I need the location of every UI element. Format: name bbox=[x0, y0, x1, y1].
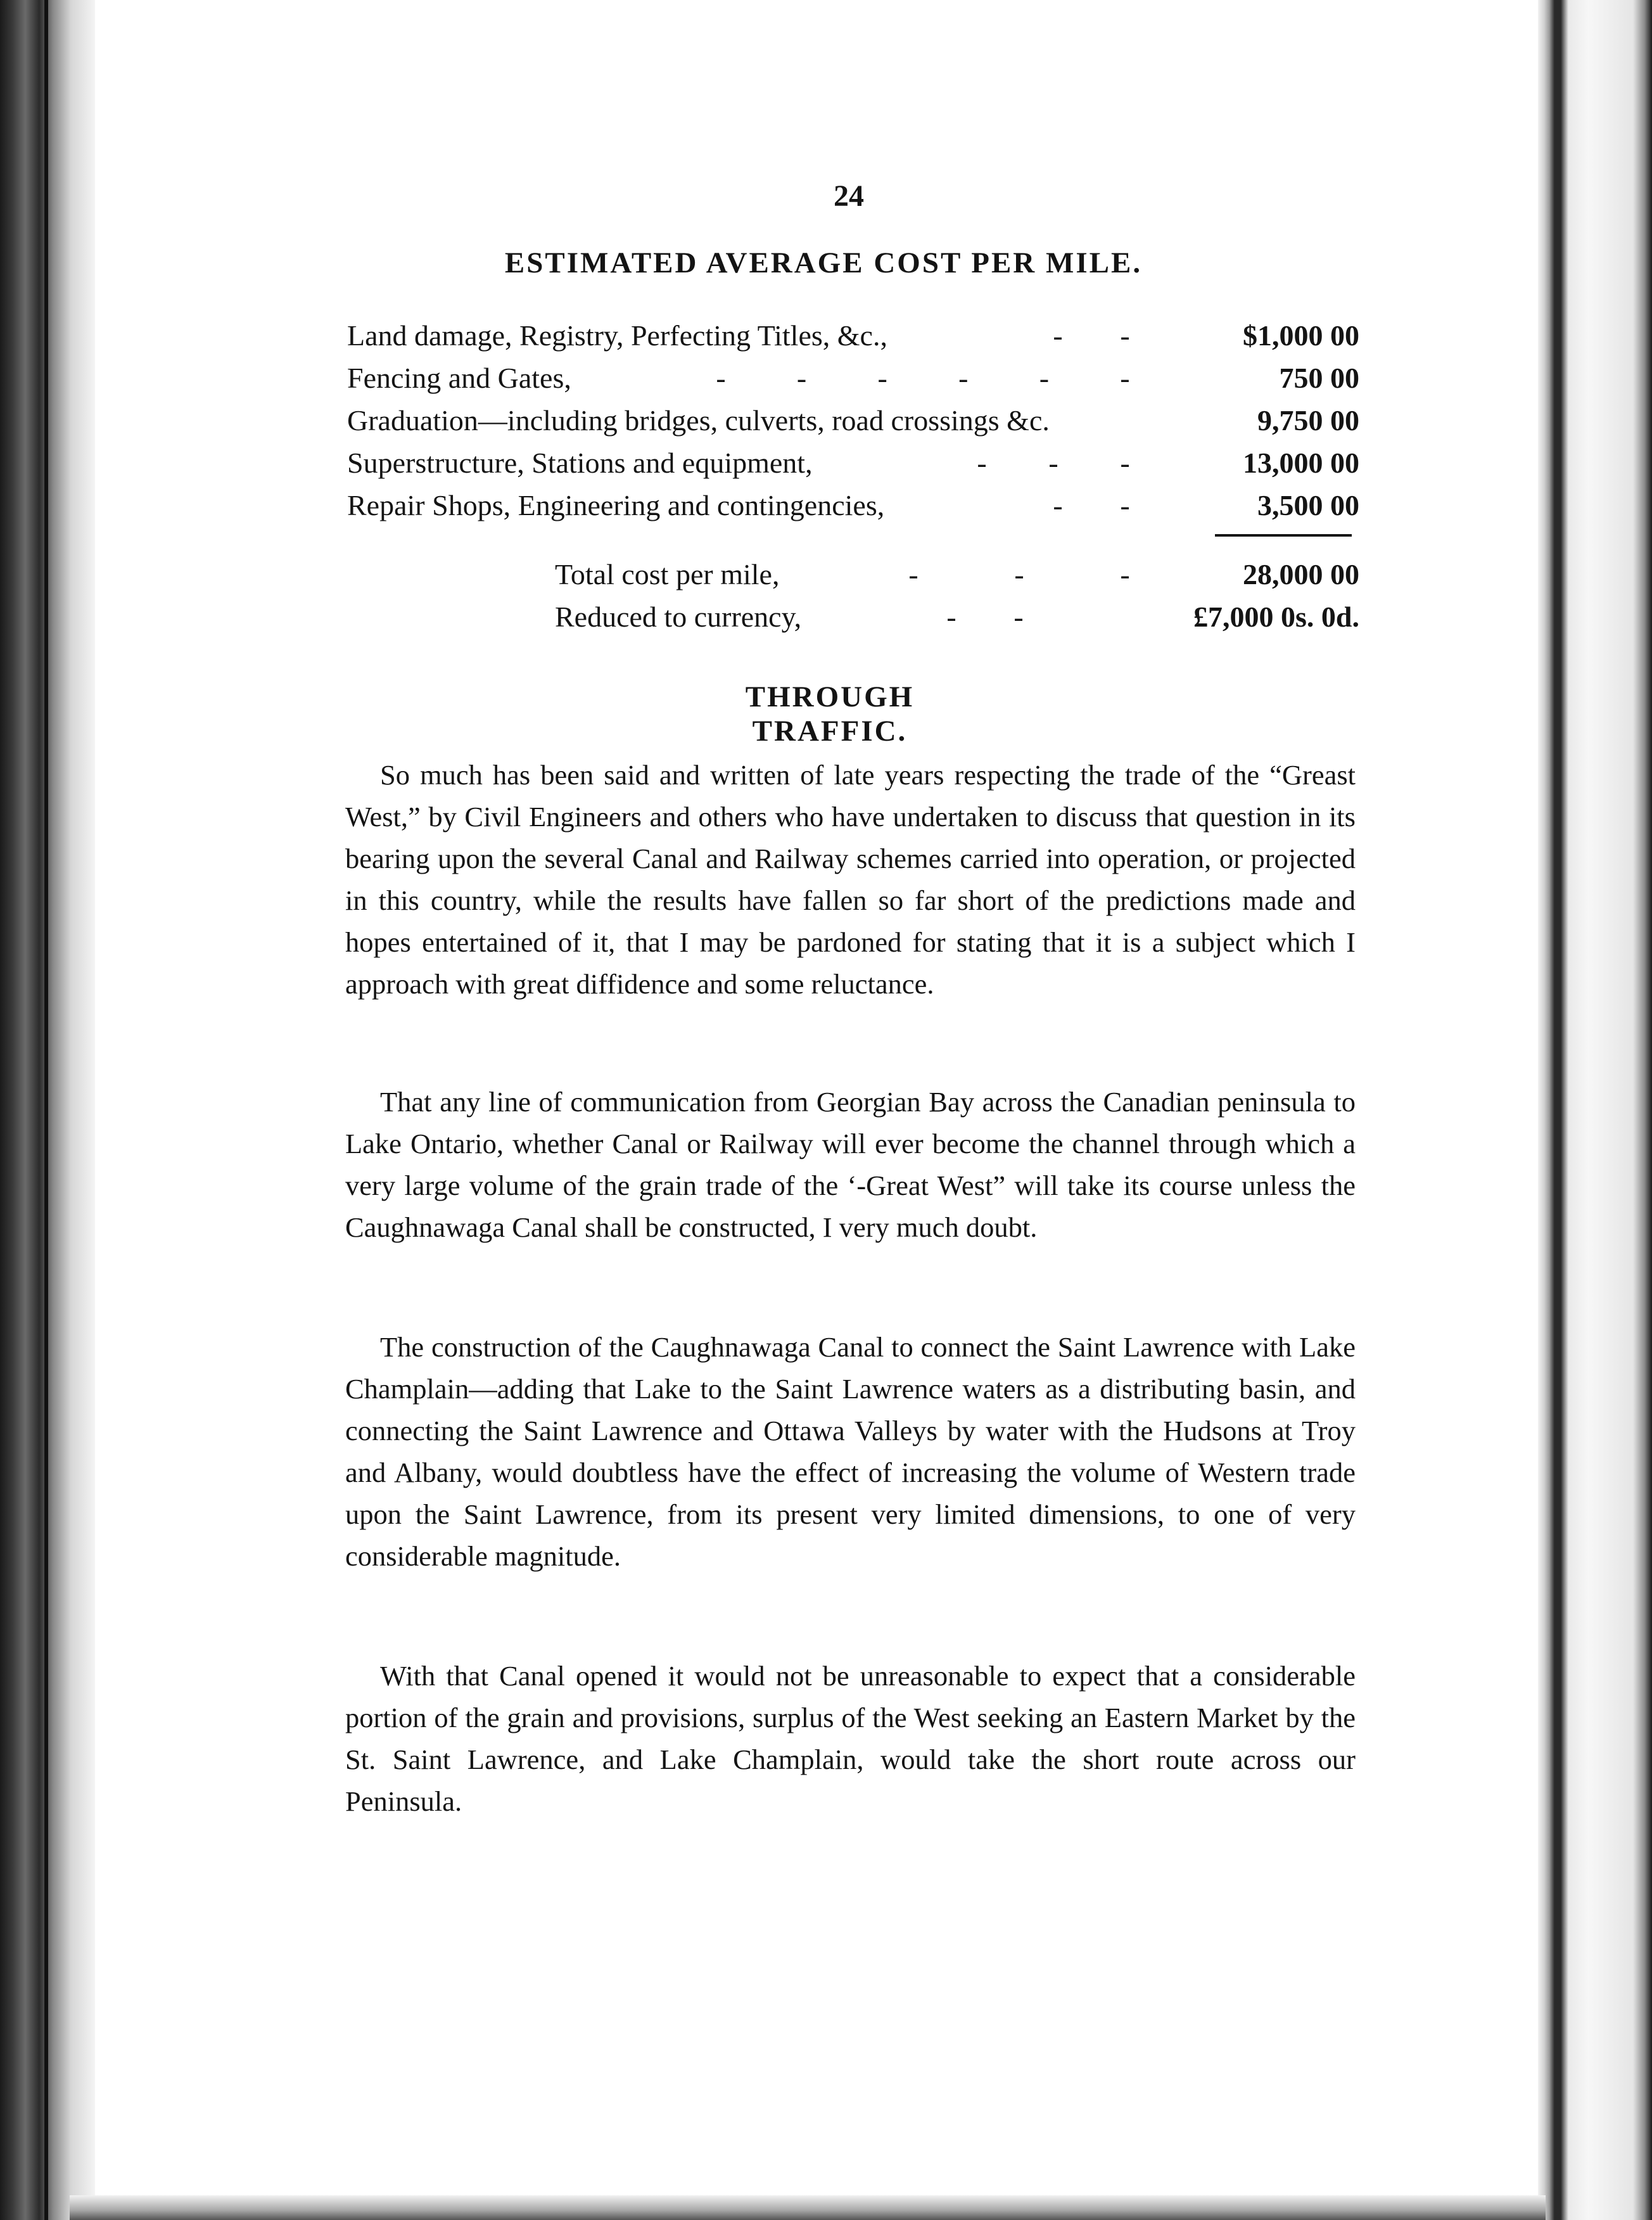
currency-label: Reduced to currency, bbox=[555, 601, 802, 633]
leader-dashes: - - bbox=[1053, 319, 1130, 352]
cost-label: Land damage, Registry, Perfecting Titles, &c., bbox=[347, 319, 887, 352]
leader-dashes: - - - bbox=[977, 447, 1130, 479]
total-row bbox=[347, 553, 1359, 596]
paragraph bbox=[345, 1655, 1356, 1822]
total-amount: 28,000 00 bbox=[1243, 558, 1359, 590]
currency-amount: £7,000 0s. 0d. bbox=[1193, 601, 1359, 633]
leader-dashes: - - bbox=[946, 601, 1024, 633]
total-rule bbox=[1215, 534, 1352, 537]
cost-row bbox=[347, 399, 1359, 442]
total-label: Total cost per mile, bbox=[555, 558, 780, 590]
right-binding-edge bbox=[1538, 0, 1652, 2220]
cost-row bbox=[347, 314, 1359, 357]
cost-row bbox=[347, 484, 1359, 526]
paragraph bbox=[345, 754, 1356, 1005]
leader-dashes: - - - bbox=[908, 558, 1130, 590]
paragraph-text: That any line of communication from Georgian Bay across the Canadian peninsula to Lake Ontario, whether Canal or Railway will ever become the channel through which a very large volume of the grain trade of the ‘-Great West” will take its course unless the Caughnawaga Canal shall be constructed, I very much doubt. bbox=[345, 1086, 1356, 1243]
cost-amount: 9,750 00 bbox=[1257, 404, 1359, 437]
cost-amount: 13,000 00 bbox=[1243, 447, 1359, 479]
cost-row bbox=[347, 442, 1359, 484]
cost-amount: 3,500 00 bbox=[1257, 489, 1359, 521]
traffic-heading: THROUGH TRAFFIC. bbox=[745, 680, 915, 748]
left-binding-edge bbox=[0, 0, 95, 2220]
cost-amount: 750 00 bbox=[1279, 362, 1359, 394]
cost-heading: ESTIMATED AVERAGE COST PER MILE. bbox=[504, 246, 1143, 279]
leader-dashes: - - - - - - bbox=[716, 362, 1130, 394]
page-number: 24 bbox=[834, 179, 864, 213]
cost-table bbox=[347, 314, 1359, 638]
page-bottom-edge bbox=[70, 2195, 1546, 2220]
paragraph bbox=[345, 1326, 1356, 1577]
cost-label: Repair Shops, Engineering and contingencies, bbox=[347, 489, 885, 521]
cost-label: Graduation—including bridges, culverts, road crossings &c. bbox=[347, 404, 1050, 437]
cost-label: Fencing and Gates, bbox=[347, 362, 571, 394]
cost-amount: $1,000 00 bbox=[1243, 319, 1359, 352]
currency-row bbox=[347, 596, 1359, 638]
paragraph-text: The construction of the Caughnawaga Canal to connect the Saint Lawrence with Lake Champlain—adding that Lake to the Saint Lawrence waters as a distributing basin, and connecting the Saint Lawrence and Ottawa Valleys by water with the Hudsons at Troy and Albany, would doubtless have the effect of increasing the volume of Western trade upon the Saint Lawrence, from its present very limited dimensions, to one of very considerable magnitude. bbox=[345, 1331, 1356, 1572]
cost-label: Superstructure, Stations and equipment, bbox=[347, 447, 813, 479]
table-spacer bbox=[347, 526, 1359, 553]
paragraph bbox=[345, 1081, 1356, 1248]
paragraph-text: With that Canal opened it would not be unreasonable to expect that a considerable portion of the grain and provisions, surplus of the West seeking an Eastern Market by the St. Saint Lawrence, and Lake Champlain, would take the short route across our Peninsula. bbox=[345, 1660, 1356, 1817]
cost-row bbox=[347, 357, 1359, 399]
paragraph-text: So much has been said and written of late years respecting the trade of the “Greast West,” by Civil Engineers and others who have undertaken to discuss that question in its bearing upon the several Canal and Railway schemes carried into operation, or projected in this country, while the results have fallen so far short of the predictions made and hopes entertained of it, that I may be pardoned for stating that it is a subject which I approach with great diffidence and some reluctance. bbox=[345, 759, 1356, 1000]
leader-dashes: - - bbox=[1053, 489, 1130, 521]
